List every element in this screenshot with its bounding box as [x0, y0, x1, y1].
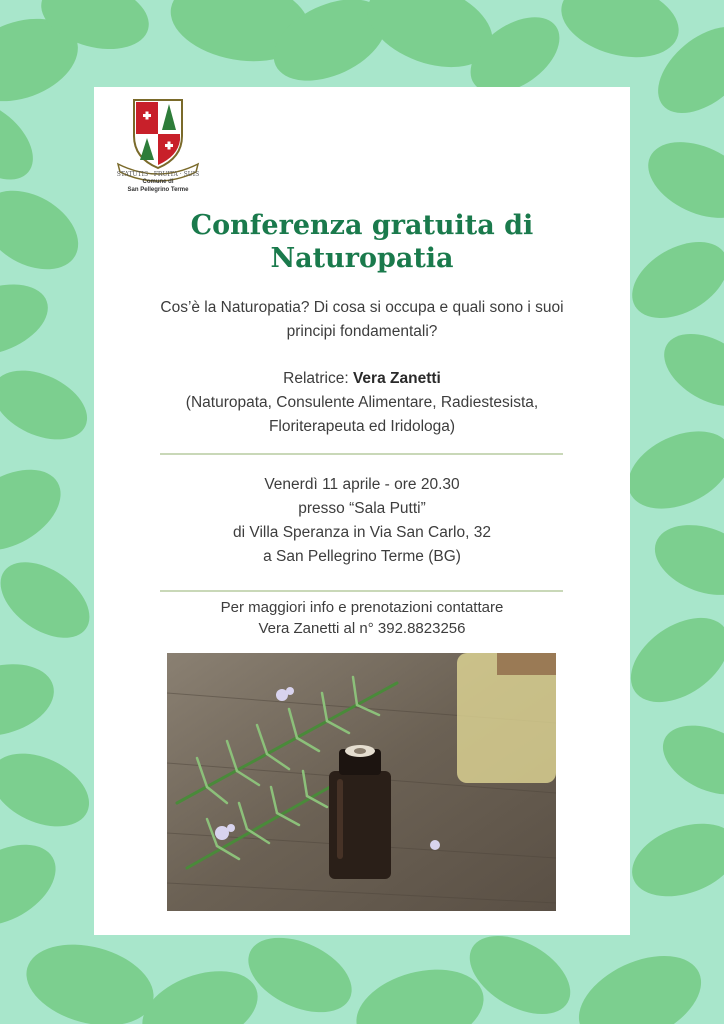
- event-place: presso “Sala Putti”: [298, 500, 426, 517]
- logo-org-line1: Comune di: [142, 179, 174, 185]
- event-date: Venerdì 11 aprile - ore 20.30: [264, 476, 460, 493]
- event-city: a San Pellegrino Terme (BG): [263, 548, 461, 565]
- contact-line1: Per maggiori info e prenotazioni contattare: [220, 599, 504, 616]
- logo-org-line2: San Pellegrino Terme: [127, 187, 189, 193]
- divider: [160, 453, 563, 455]
- essential-oil-photo: [167, 653, 556, 911]
- intro-question: [134, 296, 590, 344]
- flyer-card: [94, 87, 630, 935]
- speaker-line2: (Naturopata, Consulente Alimentare, Radiestesista,: [185, 394, 539, 411]
- event-address: di Villa Speranza in Via San Carlo, 32: [233, 524, 491, 541]
- logo-caption: [108, 178, 208, 194]
- speaker-label: Relatrice:: [283, 370, 353, 387]
- question-line2: principi fondamentali?: [286, 323, 438, 340]
- event-details: [134, 473, 590, 569]
- speaker-line3: Floriterapeuta ed Iridologa): [268, 418, 456, 435]
- title-line2: Naturopatia: [270, 243, 454, 274]
- contact-line2: Vera Zanetti al n° 392.8823256: [258, 620, 466, 637]
- page-title: [94, 209, 630, 275]
- speaker-info: [134, 367, 590, 439]
- logo-motto: STATUTIS · FRUITA · SUIS: [116, 171, 200, 178]
- question-line1: Cos’è la Naturopatia? Di cosa si occupa e quali sono i suoi: [160, 299, 564, 316]
- speaker-name: Vera Zanetti: [352, 370, 441, 387]
- title-line1: Conferenza gratuita di: [190, 210, 534, 241]
- contact-info: [134, 597, 590, 639]
- divider: [160, 590, 563, 592]
- speaker-line1: [134, 367, 590, 391]
